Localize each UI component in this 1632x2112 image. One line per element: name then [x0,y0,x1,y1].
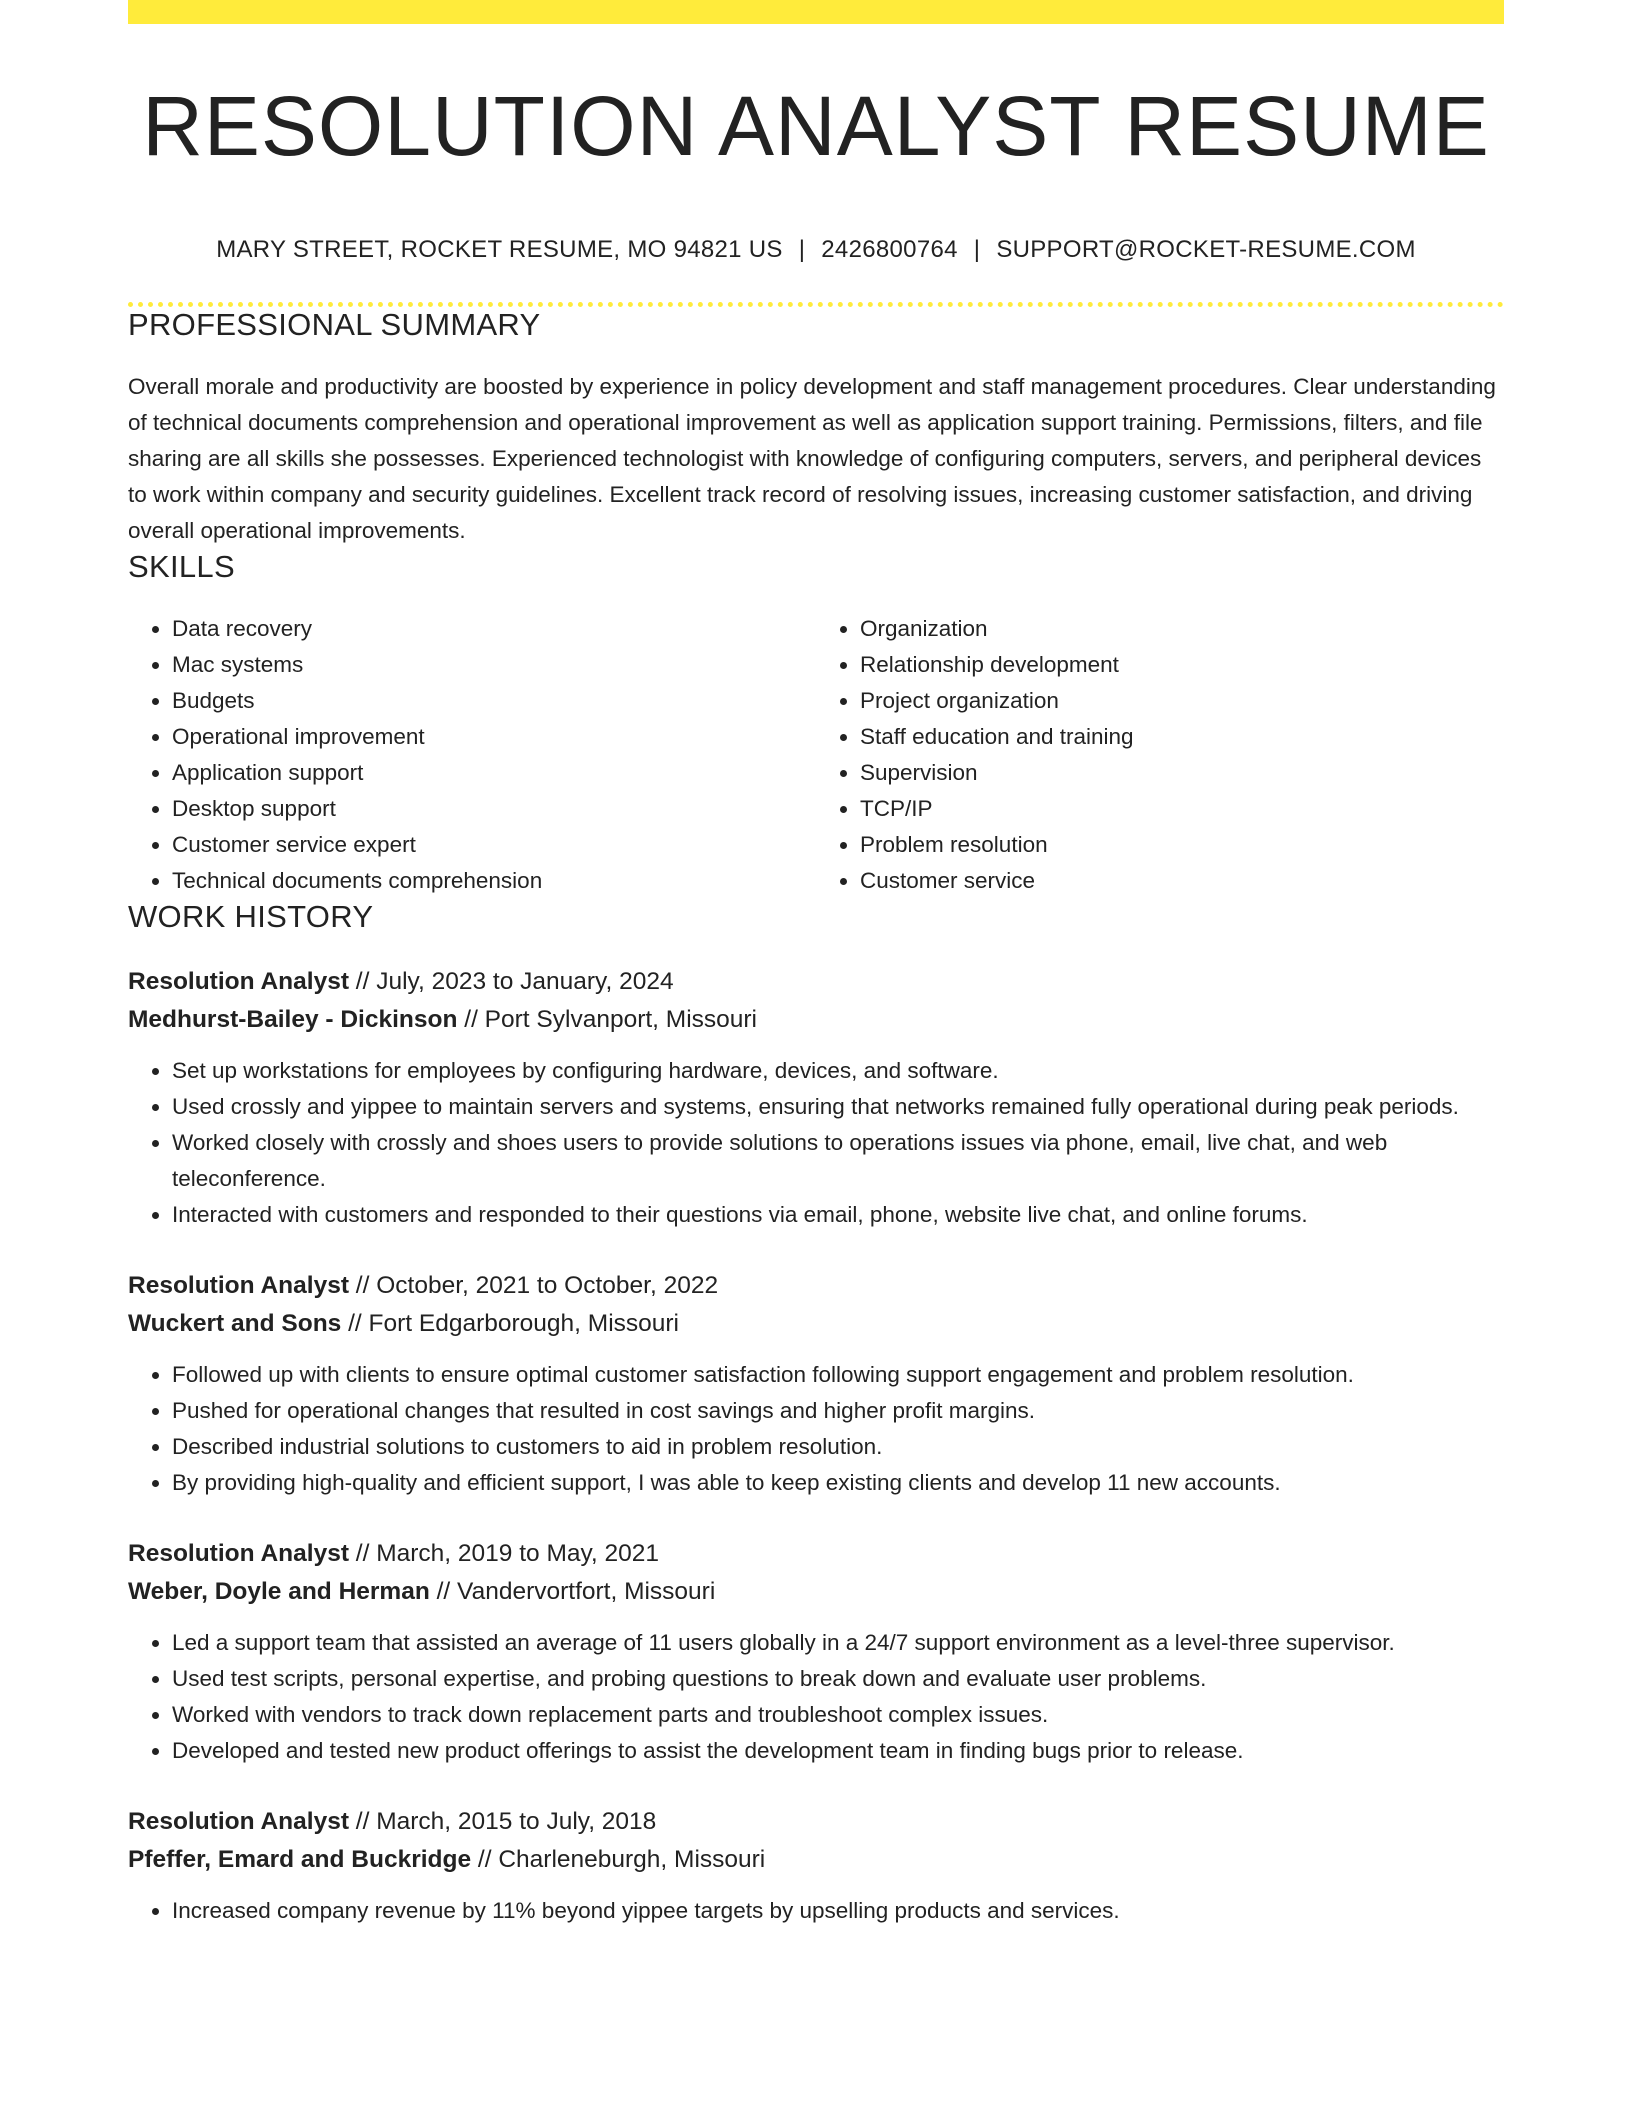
email: SUPPORT@ROCKET-RESUME.COM [996,236,1416,264]
job-dates: // October, 2021 to October, 2022 [348,1272,719,1300]
job-company: Pfeffer, Emard and Buckridge [128,1846,472,1874]
job-bullet: • Used test scripts, personal expertise, and probing questions to break down and evaluate user problems. [172,1661,1504,1697]
skill-item: • Data recovery [172,611,816,647]
job-bullet: • Followed up with clients to ensure optimal customer satisfaction following support engagement and problem resolution. [172,1357,1504,1393]
work-history-heading: WORK HISTORY [128,899,374,935]
job-company: Weber, Doyle and Herman [128,1578,430,1606]
summary-heading: PROFESSIONAL SUMMARY [128,307,541,343]
job-company: Wuckert and Sons [128,1310,342,1338]
job-title-line [128,963,1504,1001]
contact-separator: | [973,236,981,264]
resume-page [128,0,1504,1929]
job-bullet: • Increased company revenue by 11% beyond yippee targets by upselling products and services. [172,1893,1504,1929]
contact-line [128,236,1504,264]
job-title: Resolution Analyst [128,968,349,996]
job-entry [128,1803,1504,1929]
job-bullet: • Described industrial solutions to customers to aid in problem resolution. [172,1429,1504,1465]
job-bullets [128,1625,1504,1769]
job-title-line [128,1803,1504,1841]
skill-item: • Customer service [860,863,1504,899]
job-bullets [128,1053,1504,1233]
skills-list [128,611,1504,899]
skill-item: • Supervision [860,755,1504,791]
accent-bar [128,0,1504,24]
job-entry [128,963,1504,1233]
skill-item: • Mac systems [172,647,816,683]
skill-item: • Application support [172,755,816,791]
job-entry [128,1267,1504,1501]
job-location: // Fort Edgarborough, Missouri [341,1310,679,1338]
job-title: Resolution Analyst [128,1808,349,1836]
skill-item: • Problem resolution [860,827,1504,863]
job-title-line [128,1267,1504,1305]
job-bullet: • Developed and tested new product offerings to assist the development team in finding bugs prior to release. [172,1733,1504,1769]
job-entry [128,1535,1504,1769]
job-bullets [128,1893,1504,1929]
skill-item: • Desktop support [172,791,816,827]
job-bullet: • By providing high-quality and efficient support, I was able to keep existing clients and develop 11 new accounts. [172,1465,1504,1501]
job-bullet: • Led a support team that assisted an average of 11 users globally in a 24/7 support environment as a level-three supervisor. [172,1625,1504,1661]
skill-item: • Operational improvement [172,719,816,755]
job-bullet: • Used crossly and yippee to maintain servers and systems, ensuring that networks remained fully operational during peak periods. [172,1089,1504,1125]
job-company-line [128,1841,1504,1879]
address: MARY STREET, ROCKET RESUME, MO 94821 US [216,236,783,264]
skills-column-left [128,611,816,899]
job-bullet: • Set up workstations for employees by configuring hardware, devices, and software. [172,1053,1504,1089]
job-bullet: • Worked with vendors to track down replacement parts and troubleshoot complex issues. [172,1697,1504,1733]
job-bullet: • Interacted with customers and responded to their questions via email, phone, website live chat, and online forums. [172,1197,1504,1233]
job-location: // Port Sylvanport, Missouri [457,1006,757,1034]
skills-heading: SKILLS [128,549,235,585]
job-bullet: • Pushed for operational changes that resulted in cost savings and higher profit margins. [172,1393,1504,1429]
job-dates: // March, 2015 to July, 2018 [348,1808,657,1836]
skill-item: • Budgets [172,683,816,719]
job-dates: // March, 2019 to May, 2021 [348,1540,660,1568]
job-company: Medhurst-Bailey - Dickinson [128,1006,458,1034]
skill-item: • Customer service expert [172,827,816,863]
job-company-line [128,1305,1504,1343]
job-bullet: • Worked closely with crossly and shoes users to provide solutions to operations issues via phone, email, live chat, and web teleconference. [172,1125,1504,1197]
skill-item: • Staff education and training [860,719,1504,755]
job-location: // Charleneburgh, Missouri [471,1846,766,1874]
skill-item: • Project organization [860,683,1504,719]
summary-text: Overall morale and productivity are boosted by experience in policy development and staff management procedures. Clear understanding of technical documents comprehension and operational improvement as well as application support training. Permissions, filters, and file sharing are all skills she possesses. Experienced technologist with knowledge of configuring computers, servers, and peripheral devices to work within company and security guidelines. Excellent track record of resolving issues, increasing customer satisfaction, and driving overall operational improvements. [128,374,1496,544]
skills-column-right [816,611,1504,899]
job-company-line [128,1573,1504,1611]
job-title: Resolution Analyst [128,1540,349,1568]
job-location: // Vandervortfort, Missouri [429,1578,716,1606]
phone: 2426800764 [821,236,958,264]
page-title: RESOLUTION ANALYST RESUME [142,79,1490,173]
job-title-line [128,1535,1504,1573]
contact-separator: | [798,236,806,264]
skill-item: • Relationship development [860,647,1504,683]
job-company-line [128,1001,1504,1039]
skill-item: • Organization [860,611,1504,647]
skill-item: • Technical documents comprehension [172,863,816,899]
job-bullets [128,1357,1504,1501]
skill-item: • TCP/IP [860,791,1504,827]
job-dates: // July, 2023 to January, 2024 [348,968,674,996]
job-title: Resolution Analyst [128,1272,349,1300]
